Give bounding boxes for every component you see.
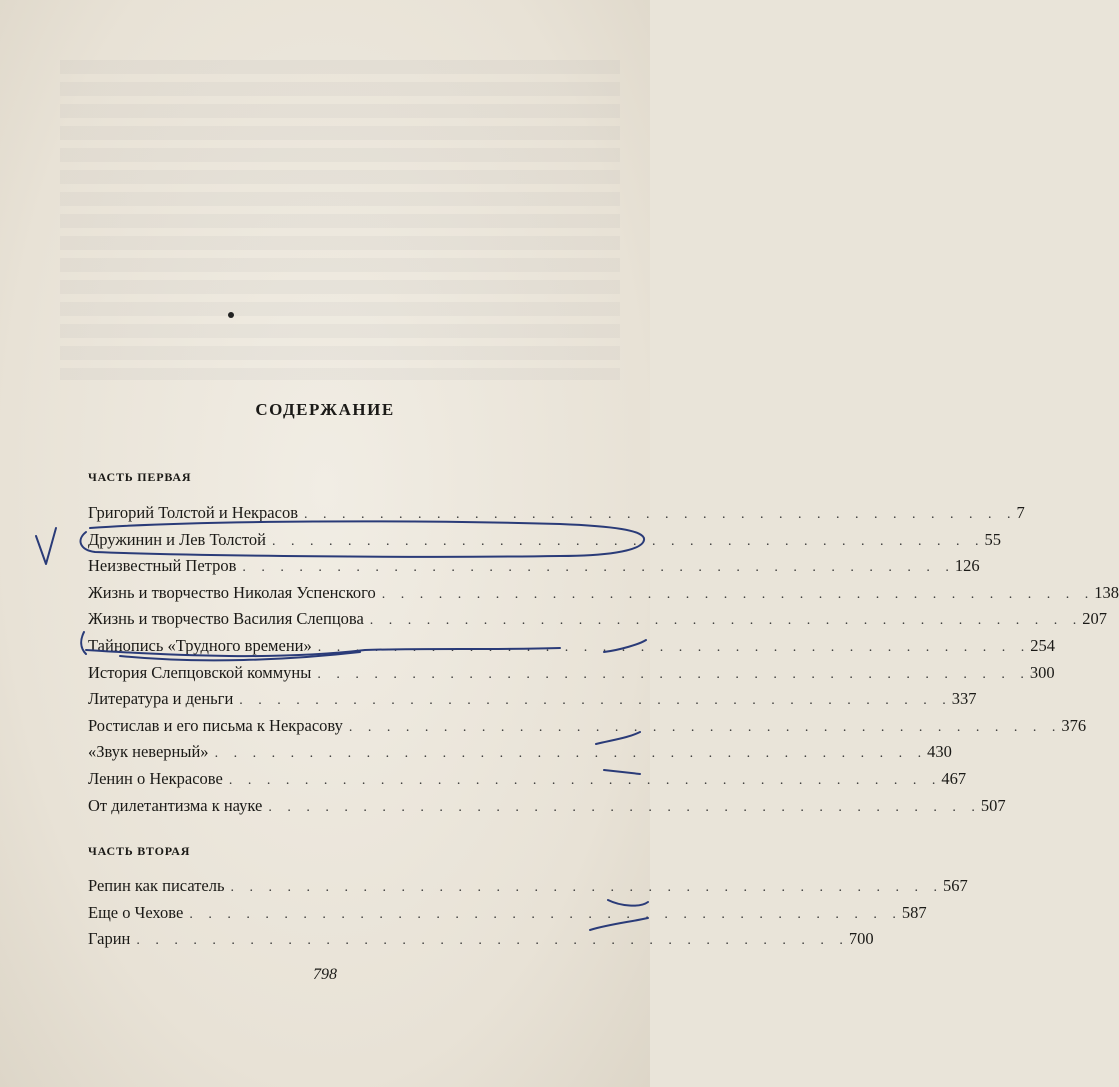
dot-leader: . . . . . . . . . . . . . . . . . . . . . . . . . . . . . . . . . . . . . . <box>271 533 985 549</box>
toc-entry-page: 376 <box>1061 715 1087 735</box>
toc-entry-title: Тайнопись «Трудного времени» <box>88 635 312 655</box>
toc-entry-title: Еще о Чехове <box>88 902 184 922</box>
dot-leader: . . . . . . . . . . . . . . . . . . . . . . . . . . . . . . . . . . . . . . <box>348 719 1062 735</box>
toc-entry-page: 207 <box>1082 609 1108 629</box>
toc-entry-page: 567 <box>943 876 968 895</box>
toc-entry[interactable] <box>88 553 980 580</box>
toc-entry-page: 55 <box>984 529 1001 549</box>
dot-leader: . . . . . . . . . . . . . . . . . . . . . . . . . . . . . . . . . . . . . . <box>239 693 952 709</box>
show-through-text <box>60 60 620 380</box>
dot-leader: . . . . . . . . . . . . . . . . . . . . . . . . . . . . . . . . . . . . . . <box>228 772 942 788</box>
dot-leader: . . . . . . . . . . . . . . . . . . . . . . . . . . . . . . . . . . . . . . <box>214 746 928 762</box>
toc-entry-title: От дилетантизма к науке <box>88 795 263 815</box>
toc-entry-title: Репин как писатель <box>88 876 225 895</box>
toc-entry-page: 126 <box>954 556 980 576</box>
toc-entry-title: «Звук неверный» <box>88 742 209 762</box>
dot-leader: . . . . . . . . . . . . . . . . . . . . . . . . . . . . . . . . . . . . . . <box>189 906 902 922</box>
part-one-label: ЧАСТЬ ПЕРВАЯ <box>88 470 192 484</box>
dot-leader: . . . . . . . . . . . . . . . . . . . . . . . . . . . . . . . . . . . . . . <box>304 507 1017 522</box>
toc-entry[interactable] <box>88 926 874 953</box>
toc-entry-page: 467 <box>941 768 967 788</box>
toc-entry[interactable] <box>88 500 1025 527</box>
dot-leader: . . . . . . . . . . . . . . . . . . . . . . . . . . . . . . . . . . . . . . <box>230 880 944 895</box>
toc-entry[interactable] <box>88 580 1119 607</box>
toc-part-one <box>88 500 1119 819</box>
toc-part-two <box>88 873 968 953</box>
toc-entry-page: 507 <box>980 795 1006 815</box>
toc-entry-page: 300 <box>1029 662 1055 682</box>
toc-entry-title: Григорий Толстой и Некрасов <box>88 503 298 522</box>
toc-entry[interactable] <box>88 793 1006 820</box>
toc-entry[interactable] <box>88 633 1055 660</box>
toc-entry-title: Ленин о Некрасове <box>88 768 223 788</box>
toc-entry[interactable] <box>88 873 968 900</box>
toc-entry-title: Неизвестный Петров <box>88 556 237 576</box>
dot-leader: . . . . . . . . . . . . . . . . . . . . . . . . . . . . . . . . . . . . . . <box>242 560 955 576</box>
dot-leader: . . . . . . . . . . . . . . . . . . . . . . . . . . . . . . . . . . . . . . <box>317 639 1031 655</box>
toc-entry-title: Дружинин и Лев Толстой <box>88 529 266 549</box>
toc-entry[interactable] <box>88 660 1055 687</box>
toc-entry-page: 138 <box>1094 582 1119 602</box>
toc-entry-title: Гарин <box>88 929 131 949</box>
checkmark-annotation <box>36 528 56 564</box>
toc-entry[interactable] <box>88 527 1001 554</box>
toc-entry-page: 700 <box>848 929 874 949</box>
dot-leader: . . . . . . . . . . . . . . . . . . . . . . . . . . . . . . . . . . . . . . <box>381 586 1095 602</box>
toc-entry-page: 587 <box>901 902 927 922</box>
toc-entry[interactable] <box>88 606 1108 633</box>
bracket-annotation <box>81 632 86 654</box>
toc-entry[interactable] <box>88 713 1087 740</box>
ink-dot <box>228 312 234 318</box>
toc-entry-page: 337 <box>951 689 977 709</box>
toc-entry[interactable] <box>88 900 927 927</box>
page-number: 798 <box>313 966 337 983</box>
toc-entry[interactable] <box>88 739 952 766</box>
toc-entry-title: Литература и деньги <box>88 689 234 709</box>
toc-entry-title: Ростислав и его письма к Некрасову <box>88 715 343 735</box>
page-title: СОДЕРЖАНИЕ <box>255 400 395 419</box>
toc-entry-title: Жизнь и творчество Николая Успенского <box>88 582 376 602</box>
dot-leader: . . . . . . . . . . . . . . . . . . . . . . . . . . . . . . . . . . . . . . <box>317 666 1030 682</box>
part-two-label: ЧАСТЬ ВТОРАЯ <box>88 844 191 858</box>
toc-entry-page: 7 <box>1016 503 1025 522</box>
toc-entry-page: 430 <box>927 742 952 762</box>
dot-leader: . . . . . . . . . . . . . . . . . . . . . . . . . . . . . . . . . . . . . . <box>369 613 1083 629</box>
toc-entry[interactable] <box>88 766 967 793</box>
dot-leader: . . . . . . . . . . . . . . . . . . . . . . . . . . . . . . . . . . . . . . <box>268 799 981 815</box>
dot-leader: . . . . . . . . . . . . . . . . . . . . . . . . . . . . . . . . . . . . . . <box>136 933 849 949</box>
toc-entry-title: Жизнь и творчество Василия Слепцова <box>88 609 364 629</box>
toc-entry-title: История Слепцовской коммуны <box>88 662 312 682</box>
toc-entry[interactable] <box>88 686 977 713</box>
toc-entry-page: 254 <box>1030 635 1055 655</box>
